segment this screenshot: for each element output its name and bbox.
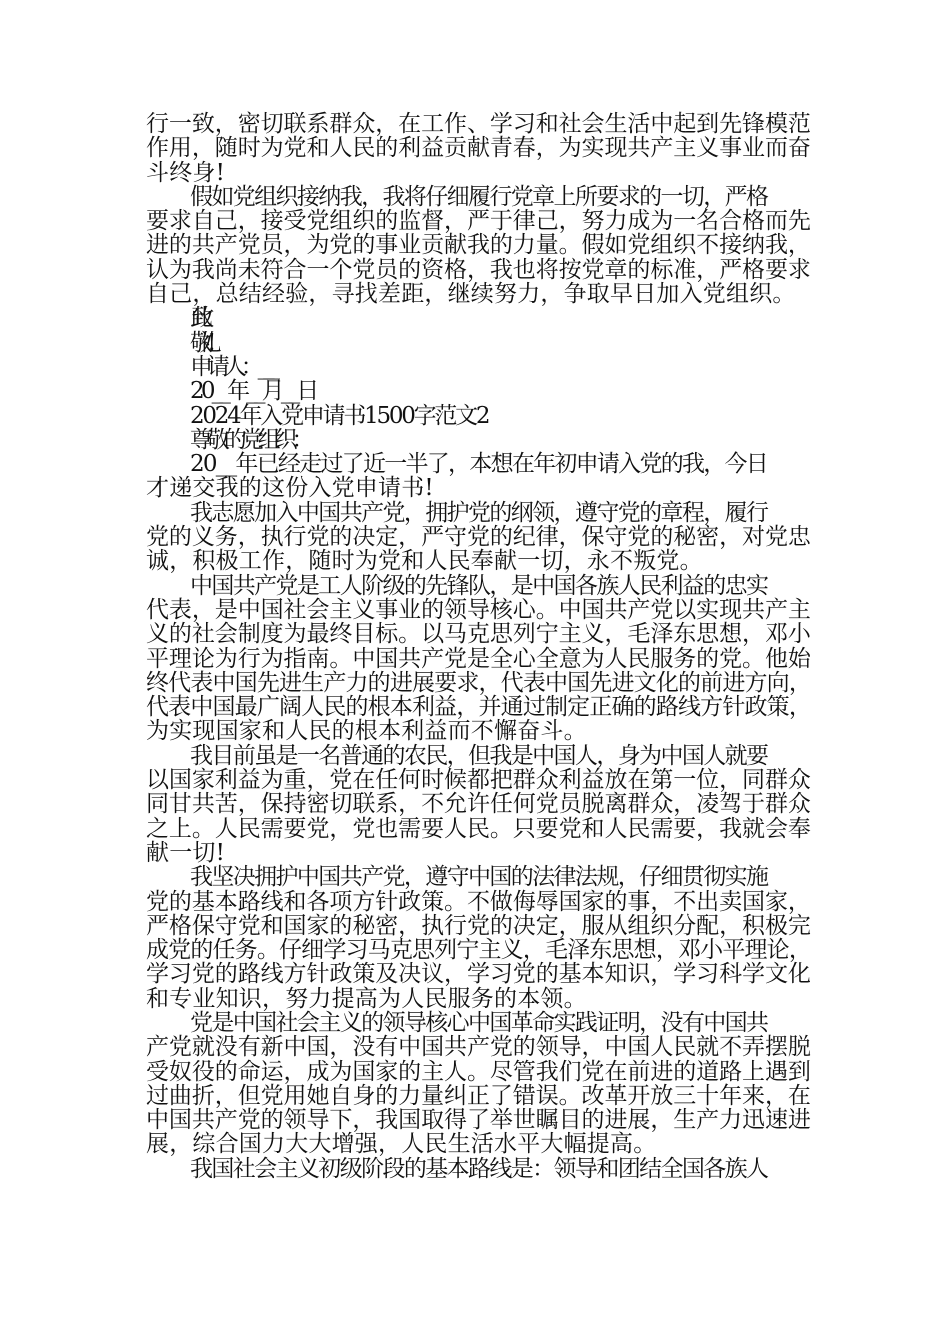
text-line: 学习党的路线方针政策及决议，学习党的基本知识，学习科学文化 bbox=[146, 961, 811, 988]
text-line: 要求自己，接受党组织的监督，严于律己，努力成为一名合格而先 bbox=[146, 208, 811, 235]
text-line: 和专业知识，努力提高为人民服务的本领。 bbox=[146, 985, 587, 1012]
text-line: 党的义务，执行党的决定，严守党的纪律，保守党的秘密，对党忠 bbox=[146, 524, 811, 551]
text-line: 中国共产党的领导下，我国取得了举世瞩目的进展，生产力迅速进 bbox=[146, 1107, 811, 1134]
text-line: 自己，总结经验，寻找差距，继续努力，争取早日加入党组织。 bbox=[146, 281, 796, 308]
text-line: 作用，随时为党和人民的利益贡献青春，为实现共产主义事业而奋 bbox=[146, 135, 811, 162]
text-line: 同甘共苦，保持密切联系，不允许任何党员脱离群众，凌驾于群众 bbox=[146, 791, 811, 818]
text-line: 受奴役的命运，成为国家的主人。尽管我们党在前进的道路上遇到 bbox=[146, 1058, 811, 1085]
text-line: 为实现国家和人民的根本利益而不懈奋斗。 bbox=[146, 718, 587, 745]
text-line: 申请人：___ bbox=[190, 353, 274, 380]
text-line: 行一致，密切联系群众，在工作、学习和社会生活中起到先锋模范 bbox=[146, 111, 811, 137]
text-line: 认为我尚未符合一个党员的资格，我也将按党章的标准，严格要求 bbox=[146, 256, 811, 283]
text-line: 此致 bbox=[190, 305, 193, 332]
text-line: 我国社会主义初级阶段的基本路线是：领导和团结全国各族人 bbox=[190, 1155, 768, 1182]
text-line: 20__年已经走过了近一半了，本想在年初申请入党的我，今日 bbox=[190, 451, 768, 478]
text-line: 以国家利益为重，党在任何时候都把群众利益放在第一位，同群众 bbox=[146, 767, 811, 794]
text-line: 终代表中国先进生产力的进展要求，代表中国先进文化的前进方向， bbox=[146, 669, 812, 696]
text-line: 尊敬的党组织： bbox=[190, 426, 309, 453]
text-line: 平理论为行为指南。中国共产党是全心全意为人民服务的党。他始 bbox=[146, 645, 811, 672]
text-line: 展，综合国力大大增强，人民生活水平大幅提高。 bbox=[146, 1131, 657, 1158]
text-line: 过曲折，但党用她自身的力量纠正了错误。改革开放三十年来，在 bbox=[146, 1082, 811, 1109]
text-line: 假如党组织接纳我，我将仔细履行党章上所要求的一切，严格 bbox=[190, 183, 768, 210]
text-line: 成党的任务。仔细学习马克思列宁主义，毛泽东思想，邓小平理论， bbox=[146, 937, 812, 964]
text-line: 代表中国最广阔人民的根本利益，并通过制定正确的路线方针政策， bbox=[146, 694, 812, 721]
text-line: 才递交我的这份入党申请书! bbox=[146, 475, 434, 502]
text-line: 义的社会制度为最终目标。以马克思列宁主义，毛泽东思想，邓小 bbox=[146, 621, 811, 648]
text-line: 进的共产党员，为党的事业贡献我的力量。假如党组织不接纳我， bbox=[146, 232, 811, 259]
text-line: 党的基本路线和各项方针政策。不做侮辱国家的事，不出卖国家， bbox=[146, 888, 811, 915]
text-line: 代表，是中国社会主义事业的领导核心。中国共产党以实现共产主 bbox=[146, 596, 811, 623]
text-line: 20__年__月__日 bbox=[190, 378, 316, 405]
text-line: 我目前虽是一名普通的农民，但我是中国人，身为中国人就要 bbox=[190, 742, 768, 769]
document-body bbox=[146, 112, 811, 1181]
text-line: 献一切! bbox=[146, 839, 226, 866]
text-line: 中国共产党是工人阶级的先锋队，是中国各族人民利益的忠实 bbox=[190, 572, 768, 599]
text-line: 党是中国社会主义的领导核心中国革命实践证明，没有中国共 bbox=[190, 1009, 768, 1036]
text-line: 2024年入党申请书1500字范文2 bbox=[190, 402, 489, 429]
text-line: 敬礼! bbox=[190, 329, 202, 356]
text-line: 产党就没有新中国，没有中国共产党的领导，中国人民就不弄摆脱 bbox=[146, 1034, 811, 1061]
text-line: 严格保守党和国家的秘密，执行党的决定，服从组织分配，积极完 bbox=[146, 912, 811, 939]
text-line: 我坚决拥护中国共产党，遵守中国的法律法规，仔细贯彻实施 bbox=[190, 864, 768, 891]
text-line: 我志愿加入中国共产党，拥护党的纲领，遵守党的章程，履行 bbox=[190, 499, 768, 526]
text-line: 斗终身! bbox=[146, 159, 226, 186]
text-line: 之上。人民需要党，党也需要人民。只要党和人民需要，我就会奉 bbox=[146, 815, 811, 842]
text-line: 诚，积极工作，随时为党和人民奉献一切，永不叛党。 bbox=[146, 548, 703, 575]
